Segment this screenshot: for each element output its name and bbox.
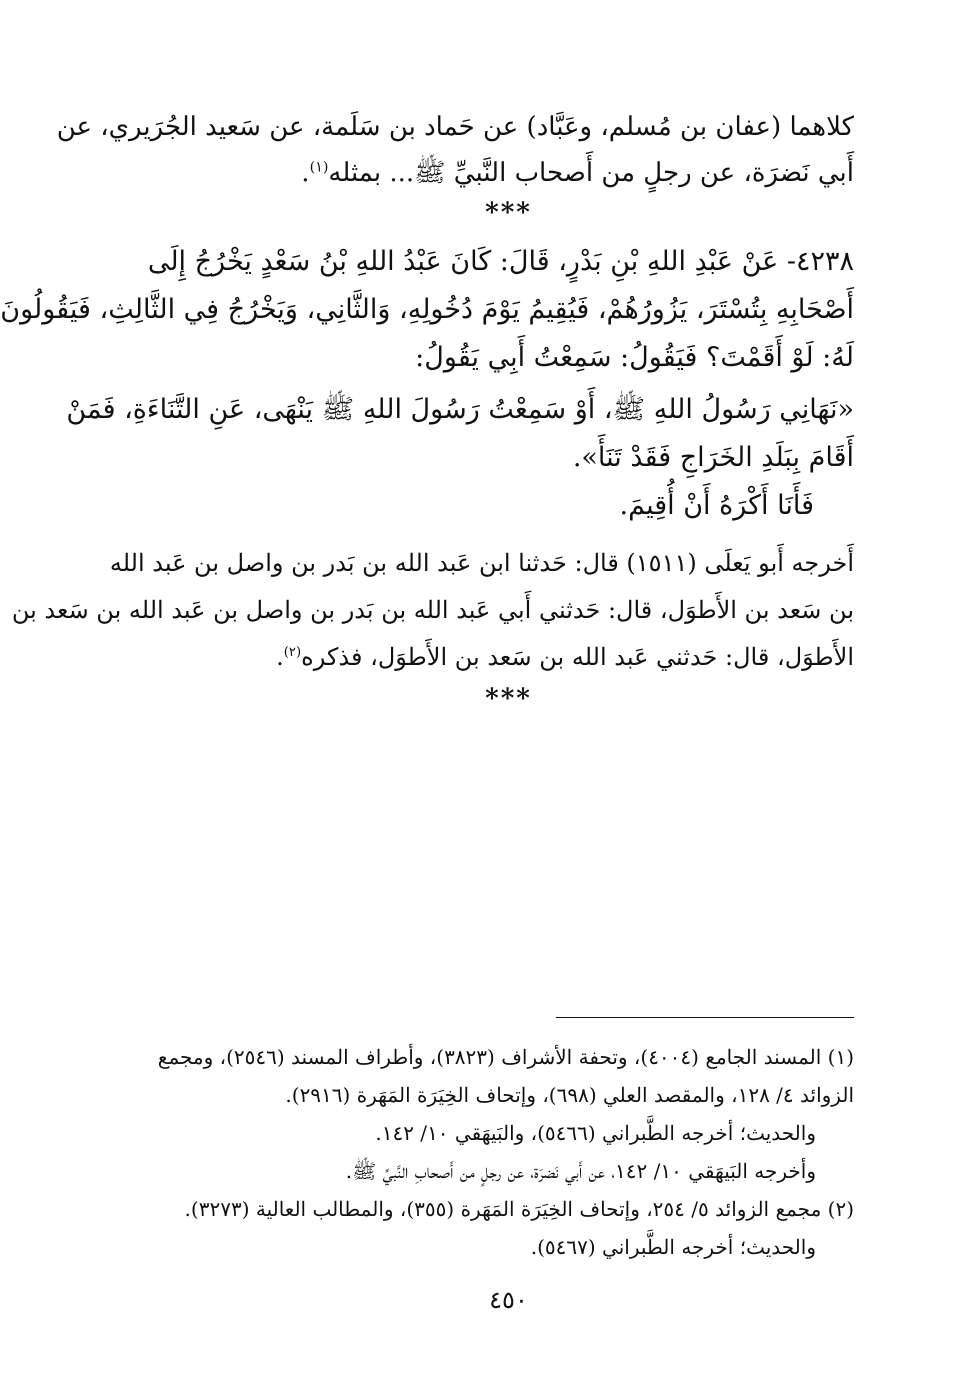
footnote-2-line-1: (٢) مجمع الزوائد ٥/ ٢٥٤، وإتحاف الخِيَرَة المَهَرة (٣٥٥)، والمطالب العالية (٣٢٧٣). — [184, 1197, 854, 1221]
section-separator-stars: *** — [485, 684, 532, 714]
hadith-quote-line-1: «نَهَانِي رَسُولُ اللهِ ﷺ، أَوْ سَمِعْتُ رَسُولَ اللهِ ﷺ يَنْهَى، عَنِ التَّنَاءَةِ، فَمَنْ — [66, 394, 854, 425]
intro-line-1: كلاهما (عفان بن مُسلم، وعَبَّاد) عن حَماد بن سَلَمة، عن سَعيد الجُرَيري، عن — [56, 112, 854, 142]
footnote-ref-2[interactable]: (٢) — [283, 645, 302, 660]
intro-line-2 — [164, 150, 854, 196]
takhrij-line-1: أَخرجه أَبو يَعلَى (١٥١١) قال: حَدثنا ابن عَبد الله بن بَدر بن واصل بن عَبد الله — [109, 549, 854, 577]
footnote-1-line-3: والحديث؛ أخرجه الطَّبراني (٥٤٦٦)، والبَيهَقي ١٠/ ١٤٢. — [375, 1121, 816, 1145]
footnote-2-line-2: والحديث؛ أخرجه الطَّبراني (٥٤٦٧). — [530, 1235, 816, 1259]
takhrij-line-3 — [164, 634, 854, 681]
hadith-line-2: أَصْحَابِهِ بِتُسْتَرَ، يَزُورُهُمْ، فَيُقِيمُ يَوْمَ دُخُولِهِ، وَالثَّانِي، وَيَخْرُجُ فِي الثَّالِثِ، فَيَقُولُونَ — [0, 294, 854, 325]
hadith-closing-line: فَأَنَا أَكْرَهُ أَنْ أُقِيمَ. — [619, 490, 814, 521]
footnote-1-line-2: الزوائد ٤/ ١٢٨، والمقصد العلي (٦٩٨)، وإتحاف الخِيَرَة المَهَرة (٢٩١٦). — [285, 1083, 854, 1107]
takhrij-line-2: بن سَعد بن الأَطوَل، قال: حَدثني أَبي عَبد الله بن بَدر بن واصل بن عَبد الله بن سَعد بن — [11, 596, 854, 624]
hadith-4238 — [0, 238, 854, 530]
footnote-ref-1[interactable]: (١) — [309, 159, 329, 176]
hadith-line-3: لَهُ: لَوْ أَقَمْتَ؟ فَيَقُولُ: سَمِعْتُ أَبِي يَقُولُ: — [415, 342, 854, 373]
intro-line-2-text: أَبي نَضرَة، عن رجلٍ من أَصحاب النَّبيِّ ﷺ... بمثله — [328, 158, 854, 188]
hadith-quote-line-2: أَقَامَ بِبَلَدِ الخَرَاجِ فَقَدْ تَنَأَ». — [572, 442, 854, 473]
intro-line-2-end: . — [301, 158, 310, 188]
footnotes — [157, 1038, 854, 1266]
previous-hadith-ending — [56, 104, 854, 196]
footnote-divider — [556, 1017, 854, 1018]
takhrij-line-3-end: . — [276, 643, 284, 671]
hadith-takhrij — [11, 540, 854, 681]
section-separator-stars: *** — [485, 198, 532, 228]
footnote-1-line-4: وأخرجه البَيهَقي ١٠/ ١٤٢، عن أَبي نَضرَة، عن رجلٍ من أَصحابِ النَّبيِّ ﷺ. — [345, 1159, 816, 1183]
takhrij-line-3-text: الأَطوَل، قال: حَدثني عَبد الله بن سَعد بن الأَطوَل، فذكره — [301, 643, 854, 671]
page-number: ٤٥٠ — [489, 1286, 528, 1314]
footnote-1-line-1: (١) المسند الجامع (٤٠٠٤)، وتحفة الأشراف (٣٨٢٣)، وأطراف المسند (٢٥٤٦)، ومجمع — [157, 1045, 854, 1069]
hadith-line-1: ٤٢٣٨- عَنْ عَبْدِ اللهِ بْنِ بَدْرٍ، قَالَ: كَانَ عَبْدُ اللهِ بْنُ سَعْدٍ يَخْرُجُ إِلَى — [147, 246, 854, 277]
